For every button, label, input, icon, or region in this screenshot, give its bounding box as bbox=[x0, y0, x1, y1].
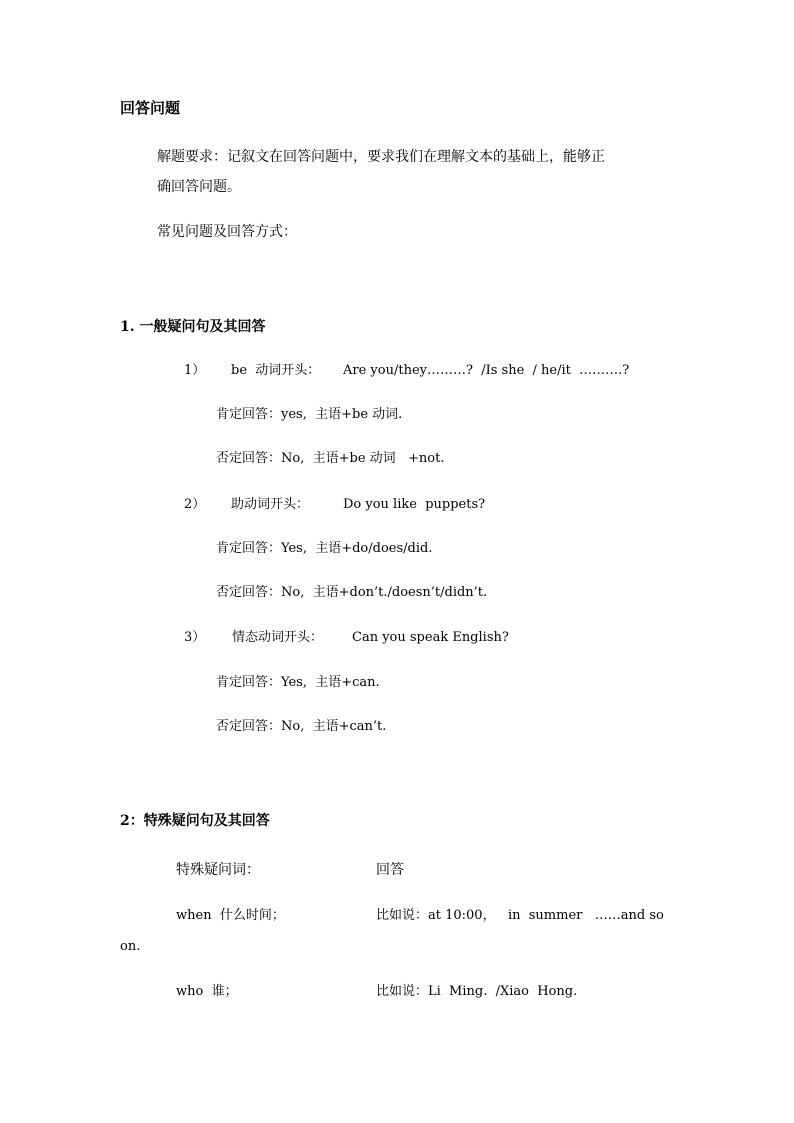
negative-answer: 否定回答：No, 主语+be 动词 +not. bbox=[216, 451, 445, 466]
positive-answer: 肯定回答：Yes, 主语+do/does/did. bbox=[216, 541, 433, 556]
negative-answer: 否定回答：No, 主语+can’t. bbox=[216, 719, 387, 734]
item-example: Can you speak English? bbox=[352, 630, 509, 645]
section-2-heading: 2：特殊疑问句及其回答 bbox=[120, 813, 270, 829]
intro-line-2: 确回答问题。 bbox=[157, 179, 241, 195]
negative-answer: 否定回答：No, 主语+don’t./doesn’t/didn’t. bbox=[216, 585, 488, 600]
item-example: Do you like puppets? bbox=[343, 497, 486, 512]
column-header-question-word: 特殊疑问词： bbox=[176, 862, 260, 878]
question-word: who 谁； bbox=[176, 984, 238, 999]
item-number: 3） bbox=[184, 630, 206, 645]
item-number: 1） bbox=[184, 363, 206, 378]
positive-answer: 肯定回答：yes, 主语+be 动词. bbox=[216, 407, 403, 422]
answer-continuation: on. bbox=[120, 939, 141, 954]
common-questions-heading: 常见问题及回答方式： bbox=[157, 224, 297, 240]
question-word: when 什么时间； bbox=[176, 908, 285, 923]
section-1-heading: 1. 一般疑问句及其回答 bbox=[120, 319, 266, 335]
column-header-answer: 回答 bbox=[376, 862, 404, 878]
positive-answer: 肯定回答：Yes, 主语+can. bbox=[216, 675, 380, 690]
answer-example: 比如说：Li Ming. /Xiao Hong. bbox=[376, 984, 578, 999]
item-label: be 动词开头： bbox=[231, 363, 321, 378]
answer-example: 比如说：at 10:00， in summer ……and so bbox=[376, 908, 664, 923]
item-example: Are you/they………? /Is she / he/it ……….? bbox=[343, 363, 630, 378]
document-title: 回答问题 bbox=[120, 99, 181, 117]
item-number: 2） bbox=[184, 497, 206, 512]
item-label: 情态动词开头： bbox=[232, 630, 324, 645]
item-label: 助动词开头： bbox=[231, 497, 310, 512]
intro-line-1: 解题要求：记叙文在回答问题中，要求我们在理解文本的基础上，能够正 bbox=[157, 149, 605, 165]
